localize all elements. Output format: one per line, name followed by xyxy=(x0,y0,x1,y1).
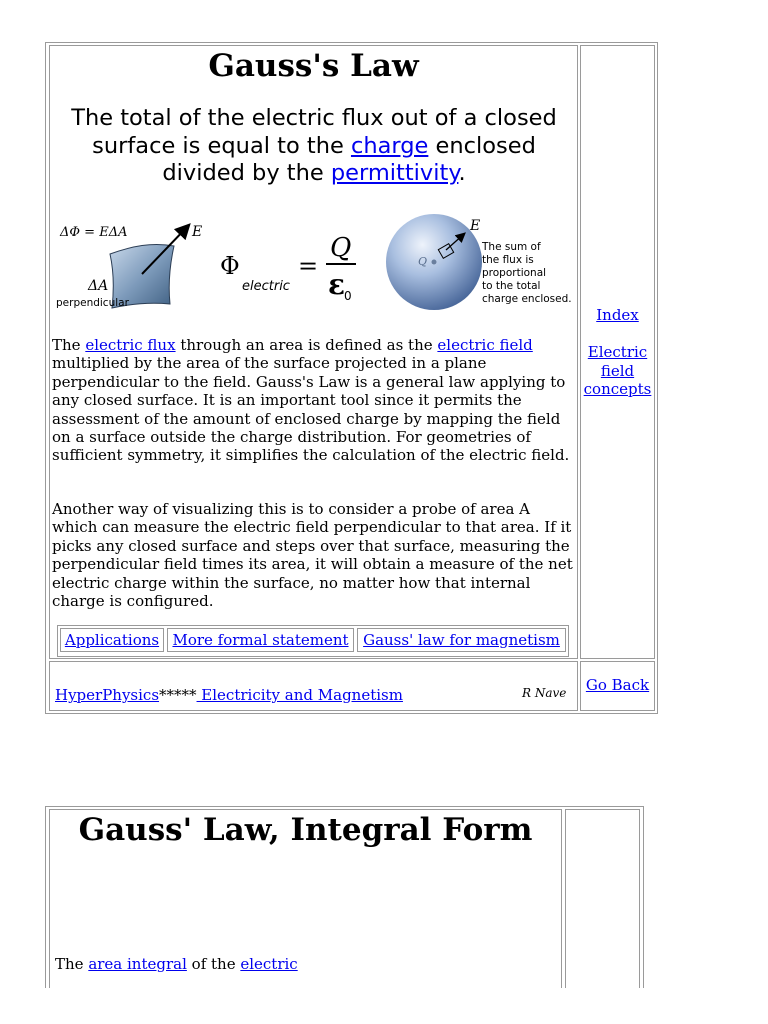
hyperphysics-link[interactable]: HyperPhysics xyxy=(55,686,160,704)
gauss-law-figure xyxy=(52,212,576,316)
lead-text-2: enclosed divided by the xyxy=(162,132,536,186)
charge-link[interactable]: charge xyxy=(350,132,429,159)
nav-cell-magnetism xyxy=(357,628,566,652)
electric-flux-link[interactable]: electric flux xyxy=(85,336,176,354)
para1-text-2: through an area is defined as the xyxy=(175,336,438,354)
phi-symbol: Φ xyxy=(220,252,240,280)
footer-links xyxy=(55,686,403,704)
go-back-nav xyxy=(580,676,655,694)
nav-cell-applications xyxy=(60,628,164,652)
integral-side-cell xyxy=(565,809,640,1009)
index-nav xyxy=(580,306,655,325)
equals-sign: = xyxy=(298,252,319,280)
probe-paragraph: Another way of visualizing this is to consider a probe of area A which can measure the electric field perpendicular to that area. If it picks any closed surface and steps over that surface, measuring the perpendicular field times its area, it will obtain a measure of the net electric charge within the surface, no matter how that internal charge is configured. xyxy=(52,500,573,611)
sphere-charge-label: Q xyxy=(418,255,428,268)
lead-statement xyxy=(56,105,572,188)
electricity-magnetism-link[interactable]: Electricity and Magnetism xyxy=(196,686,403,704)
area-integral-link[interactable]: area integral xyxy=(88,955,187,973)
electric-field-concepts-link[interactable]: Electric field concepts xyxy=(583,343,652,398)
charge-q-symbol: Q xyxy=(330,233,352,263)
electric-field-link[interactable]: electric field xyxy=(437,336,533,354)
integral-form-title: Gauss' Law, Integral Form xyxy=(78,812,533,848)
lead-text-1: The total of the electric flux out of a closed surface is equal to the xyxy=(71,105,557,159)
flux-definition-paragraph xyxy=(52,336,576,465)
para1-text-1: The xyxy=(52,336,86,354)
lead-text-3: . xyxy=(458,160,466,186)
field-label-e: E xyxy=(192,224,203,240)
page-cutoff xyxy=(0,988,768,1024)
gauss-law-magnetism-link[interactable]: Gauss' law for magnetism xyxy=(363,631,560,649)
flux-element-equation: ΔΦ = EΔA xyxy=(60,225,128,240)
epsilon-subscript: 0 xyxy=(344,289,352,303)
para1-text-3: multiplied by the area of the surface projected in a plane perpendicular to the field. Gauss's Law is a general law applying to any closed surface. It is an important tool since it permits the assessment of the amount of enclosed charge by mapping the field on a surface outside the charge distribution. For geometries of sufficient symmetry, it simplifies the calculation of the electric field. xyxy=(52,354,570,465)
para3-text-1: The xyxy=(55,955,89,973)
sphere-field-label: E xyxy=(470,218,481,234)
nav-cell-formal xyxy=(167,628,354,652)
electric-link[interactable]: electric xyxy=(240,955,298,973)
permittivity-link[interactable]: permittivity xyxy=(330,160,459,186)
integral-paragraph xyxy=(55,955,298,973)
enclosed-charge-dot xyxy=(432,260,437,265)
para3-text-2: of the xyxy=(186,955,241,973)
index-link[interactable]: Index xyxy=(596,306,639,324)
concepts-nav xyxy=(580,343,655,399)
more-formal-statement-link[interactable]: More formal statement xyxy=(172,631,349,649)
electric-subscript: electric xyxy=(242,279,290,294)
perpendicular-label: perpendicular xyxy=(56,297,129,309)
sphere-caption: The sum of the flux is proportional to the total charge enclosed. xyxy=(482,241,572,305)
epsilon-symbol: ε xyxy=(328,268,346,301)
rating-stars: ***** xyxy=(159,686,197,704)
page-title: Gauss's Law xyxy=(208,48,419,84)
applications-link[interactable]: Applications xyxy=(64,631,160,649)
area-label: ΔA xyxy=(88,278,109,294)
go-back-link[interactable]: Go Back xyxy=(585,676,650,694)
author-credit: R Nave xyxy=(522,686,567,700)
